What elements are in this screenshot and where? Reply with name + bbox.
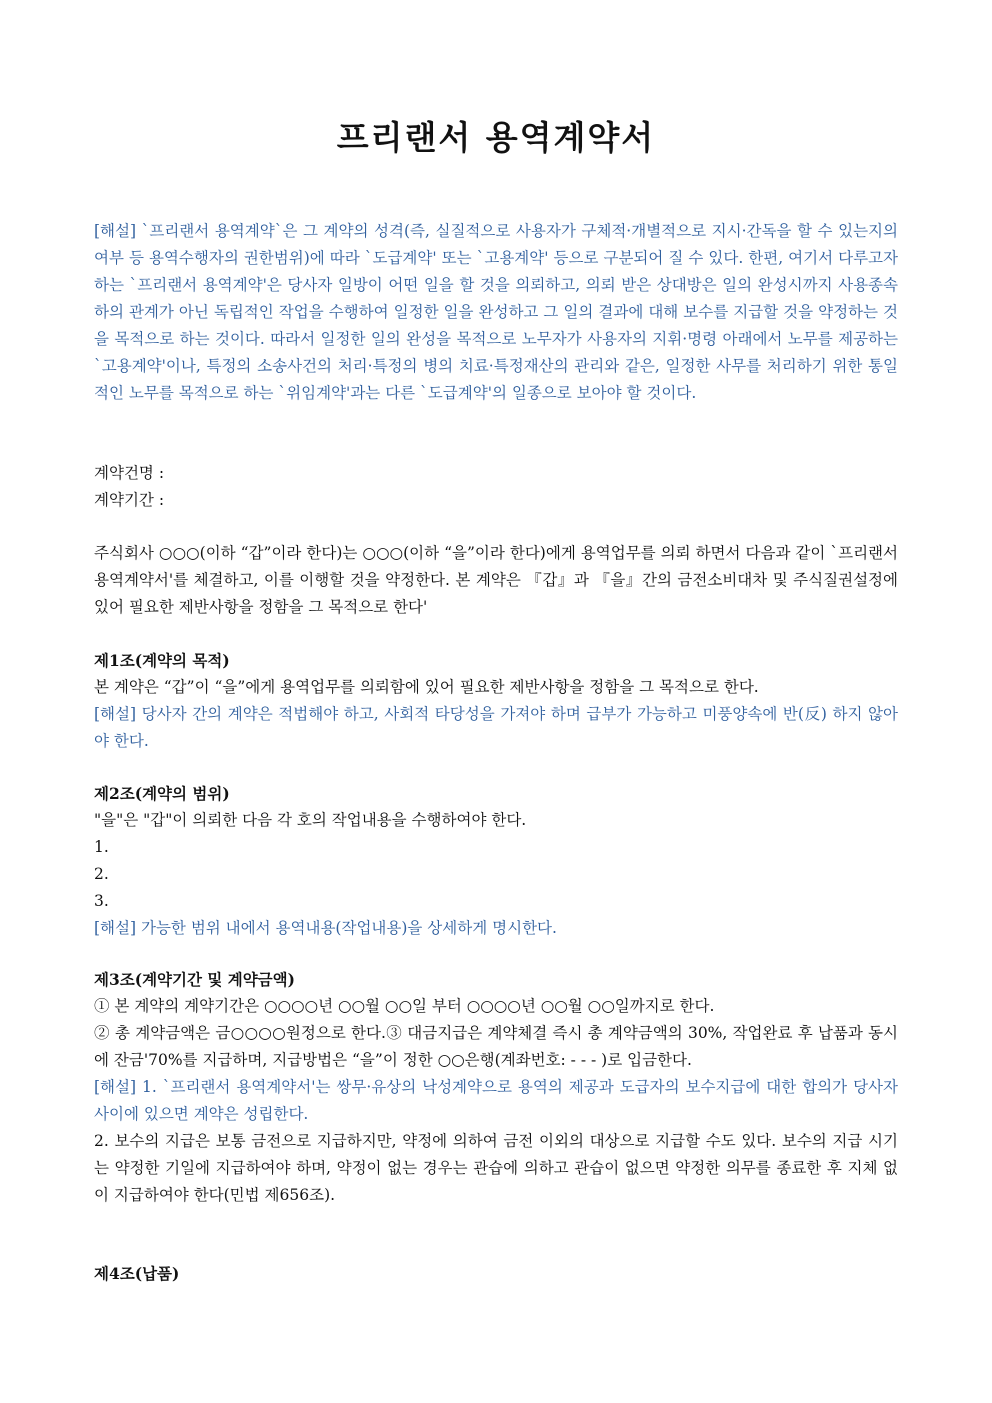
article-3 bbox=[94, 966, 898, 1209]
article-3-commentary: [해설] 1. `프리랜서 용역계약서'는 쌍무·유상의 낙성계약으로 용역의 제공과 도급자의 보수지급에 대한 합의가 당사자 사이에 있으면 계약은 성립한다. bbox=[94, 1078, 898, 1123]
article-2-text: "을"은 "갑"이 의뢰한 다음 각 호의 작업내용을 수행하여야 한다. bbox=[94, 811, 527, 829]
article-1-text: 본 계약은 “갑”이 “을”에게 용역업무를 의뢰함에 있어 필요한 제반사항을 정함을 그 목적으로 한다. bbox=[94, 678, 759, 696]
preamble: 주식회사 ○○○(이하 “갑”이라 한다)는 ○○○(이하 “을”이라 한다)에게 용역업무를 의뢰 하면서 다음과 같이 `프리랜서 용역계약서'를 체결하고, 이를 이행할 것을 약정한다. 본 계약은 『갑』과 『을』간의 금전소비대차 및 주식질권설정에 있어 필요한 제반사항을 정함을 그 목적으로 한다' bbox=[94, 544, 898, 616]
article-1-commentary: [해설] 당사자 간의 계약은 적법해야 하고, 사회적 타당성을 가져야 하며 급부가 가능하고 미풍양속에 반(反) 하지 않아야 한다. bbox=[94, 705, 898, 750]
article-2-commentary: [해설] 가능한 범위 내에서 용역내용(작업내용)을 상세하게 명시한다. bbox=[94, 919, 557, 937]
article-4 bbox=[94, 1260, 898, 1287]
document-title: 프리랜서 용역계약서 bbox=[336, 118, 656, 157]
article-3-clause-2: ② 총 계약금액은 금○○○○원정으로 한다.③ 대금지급은 계약체결 즉시 총 계약금액의 30%, 작업완료 후 납품과 동시에 잔금'70%를 지급하며, 지급방법은 “을”이 정한 ○○은행(계좌번호: - - - )로 입금한다. bbox=[94, 1024, 898, 1069]
article-3-clause-1: ① 본 계약의 계약기간은 ○○○○년 ○○월 ○○일 부터 ○○○○년 ○○월 ○○일까지로 한다. bbox=[94, 997, 715, 1015]
article-1-heading: 제1조(계약의 목적) bbox=[94, 651, 230, 670]
article-2 bbox=[94, 780, 898, 942]
article-3-commentary-2: 2. 보수의 지급은 보통 금전으로 지급하지만, 약정에 의하여 금전 이외의 대상으로 지급할 수도 있다. 보수의 지급 시기는 약정한 기일에 지급하여야 하며, 약정이 없는 경우는 관습에 의하고 관습이 없으면 약정한 의무를 종료한 후 지체 없이 지급하여야 한다(민법 제656조). bbox=[94, 1132, 898, 1204]
contract-fields bbox=[94, 460, 898, 514]
article-2-heading: 제2조(계약의 범위) bbox=[94, 784, 230, 803]
contract-name-label: 계약건명 : bbox=[94, 464, 165, 482]
article-1 bbox=[94, 647, 898, 755]
intro-commentary: [해설] `프리랜서 용역계약`은 그 계약의 성격(즉, 실질적으로 사용자가 구체적·개별적으로 지시·간독을 할 수 있는지의 여부 등 용역수행자의 권한범위)에 따라 `도급계약' 또는 `고용계약' 등으로 구분되어 질 수 있다. 한편, 여기서 다루고자 하는 `프리랜서 용역계약'은 당사자 일방이 어떤 일을 할 것을 의뢰하고, 의뢰 받은 상대방은 일의 완성시까지 사용종속하의 관계가 아닌 독립적인 작업을 수행하여 일정한 일을 완성하고 그 일의 결과에 대해 보수를 지급할 것을 약정하는 것을 목적으로 하는 것이다. 따라서 일정한 일의 완성을 목적으로 노무자가 사용자의 지휘·명령 아래에서 노무를 제공하는 `고용계약'이나, 특정의 소송사건의 처리·특정의 병의 치료·특정재산의 관리와 같은, 일정한 사무를 처리하기 위한 통일적인 노무를 목적으로 하는 `위임계약'과는 다른 `도급계약'의 일종으로 보아야 할 것이다. bbox=[94, 222, 898, 402]
article-2-item-3: 3. bbox=[94, 892, 109, 910]
article-3-heading: 제3조(계약기간 및 계약금액) bbox=[94, 970, 295, 989]
article-2-item-2: 2. bbox=[94, 865, 109, 883]
article-4-heading: 제4조(납품) bbox=[94, 1264, 180, 1283]
article-2-item-1: 1. bbox=[94, 838, 109, 856]
contract-period-label: 계약기간 : bbox=[94, 491, 165, 509]
